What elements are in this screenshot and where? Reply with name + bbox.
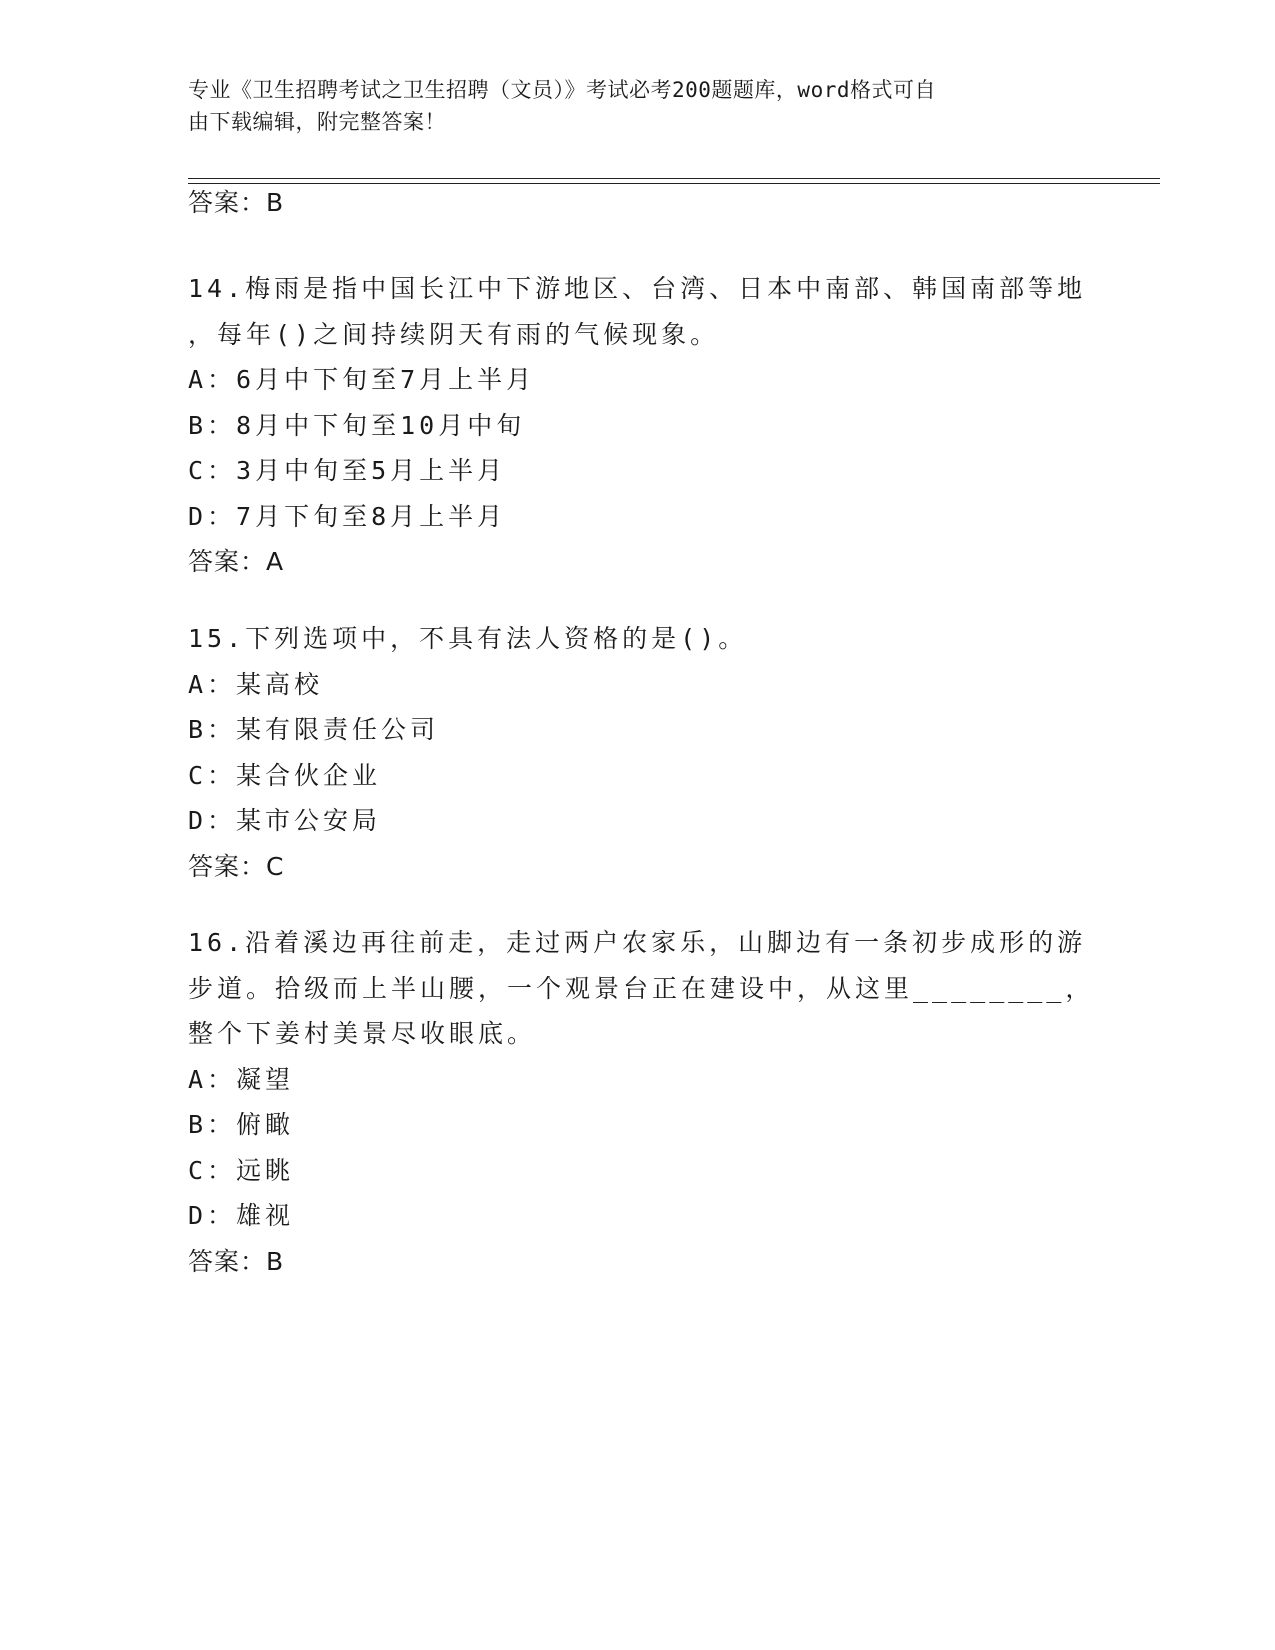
option-a: A：某高校 bbox=[188, 669, 324, 699]
answer-text: 答案：C bbox=[188, 851, 285, 881]
answer-block-top bbox=[188, 180, 1128, 225]
option-d: D：某市公安局 bbox=[188, 806, 382, 835]
question-text-line: 15.下列选项中，不具有法人资格的是()。 bbox=[188, 624, 748, 653]
document-header bbox=[188, 74, 1068, 138]
question-text-line: ，每年()之间持续阴天有雨的气候现象。 bbox=[188, 319, 720, 349]
option-a: A：6月中下旬至7月上半月 bbox=[188, 365, 536, 394]
option-b: B：某有限责任公司 bbox=[188, 715, 440, 744]
question-16 bbox=[188, 920, 1128, 1284]
option-d: D：雄视 bbox=[188, 1201, 295, 1230]
option-d: D：7月下旬至8月上半月 bbox=[188, 501, 507, 531]
question-15 bbox=[188, 616, 1128, 889]
option-b: B：8月中下旬至10月中旬 bbox=[188, 410, 526, 440]
question-text-line: 整个下姜村美景尽收眼底。 bbox=[188, 1019, 537, 1048]
answer-text: 答案：A bbox=[188, 547, 285, 576]
question-text-line: 16.沿着溪边再往前走，走过两户农家乐，山脚边有一条初步成形的游 bbox=[188, 928, 1087, 957]
answer-text: 答案：B bbox=[188, 1246, 285, 1276]
option-c: C：3月中旬至5月上半月 bbox=[188, 456, 507, 485]
option-c: C：远眺 bbox=[188, 1155, 295, 1185]
question-text-line: 14.梅雨是指中国长江中下游地区、台湾、日本中南部、韩国南部等地 bbox=[188, 274, 1087, 303]
answer-text: 答案：B bbox=[188, 188, 285, 217]
header-line-2: 由下载编辑，附完整答案！ bbox=[188, 110, 446, 134]
option-b: B：俯瞰 bbox=[188, 1110, 295, 1139]
question-text-line: 步道。拾级而上半山腰，一个观景台正在建设中，从这里________， bbox=[188, 973, 1095, 1003]
question-14 bbox=[188, 266, 1128, 584]
option-c: C：某合伙企业 bbox=[188, 760, 382, 790]
header-line-1: 专业《卫生招聘考试之卫生招聘（文员）》考试必考200题题库，word格式可自 bbox=[188, 78, 936, 102]
option-a: A：凝望 bbox=[188, 1064, 295, 1094]
